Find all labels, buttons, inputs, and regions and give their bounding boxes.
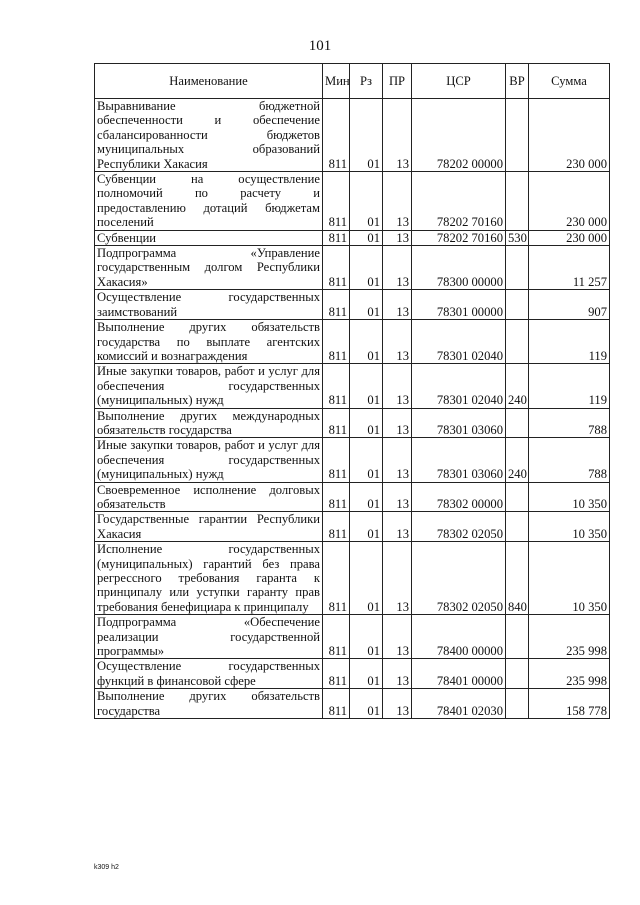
- cell-vr: [506, 290, 529, 320]
- cell-pr: 13: [383, 542, 412, 615]
- cell-vr: 530: [506, 230, 529, 245]
- cell-sum: 10 350: [529, 512, 610, 542]
- header-csr: ЦСР: [412, 64, 506, 99]
- cell-min: 811: [323, 659, 350, 689]
- cell-sum: 11 257: [529, 246, 610, 290]
- cell-rz: 01: [350, 364, 383, 408]
- cell-csr: 78301 02040: [412, 364, 506, 408]
- table-row: [95, 438, 610, 482]
- cell-sum: 230 000: [529, 230, 610, 245]
- cell-pr: 13: [383, 364, 412, 408]
- table-row: [95, 689, 610, 719]
- cell-name: Подпрограмма «Обеспечение реализации государственной программы»: [95, 615, 323, 659]
- cell-pr: 13: [383, 246, 412, 290]
- table-row: [95, 320, 610, 364]
- table-row: [95, 230, 610, 245]
- cell-vr: 240: [506, 438, 529, 482]
- cell-vr: [506, 659, 529, 689]
- table-row: [95, 659, 610, 689]
- header-sum: Сумма: [529, 64, 610, 99]
- cell-min: 811: [323, 290, 350, 320]
- cell-pr: 13: [383, 408, 412, 438]
- cell-vr: [506, 615, 529, 659]
- cell-name: Иные закупки товаров, работ и услуг для обеспечения государственных (муниципальных) нужд: [95, 438, 323, 482]
- cell-name: Выполнение других обязательств государства по выплате агентских комиссий и вознаграждения: [95, 320, 323, 364]
- cell-vr: [506, 99, 529, 172]
- cell-rz: 01: [350, 512, 383, 542]
- cell-name: Субвенции: [95, 230, 323, 245]
- table-row: [95, 364, 610, 408]
- cell-sum: 788: [529, 408, 610, 438]
- cell-name: Выравнивание бюджетной обеспеченности и обеспечение сбалансированности бюджетов муниципальных образований Республики Хакасия: [95, 99, 323, 172]
- cell-rz: 01: [350, 172, 383, 231]
- cell-min: 811: [323, 482, 350, 512]
- header-min: Мин: [323, 64, 350, 99]
- cell-pr: 13: [383, 438, 412, 482]
- cell-vr: [506, 246, 529, 290]
- cell-name: Иные закупки товаров, работ и услуг для обеспечения государственных (муниципальных) нужд: [95, 364, 323, 408]
- cell-csr: 78202 70160: [412, 172, 506, 231]
- cell-sum: 119: [529, 320, 610, 364]
- cell-rz: 01: [350, 438, 383, 482]
- footer-code: k309 h2: [94, 864, 119, 871]
- table-header: [95, 64, 610, 99]
- cell-sum: 119: [529, 364, 610, 408]
- cell-min: 811: [323, 320, 350, 364]
- cell-sum: 10 350: [529, 542, 610, 615]
- cell-name: Выполнение других международных обязательств государства: [95, 408, 323, 438]
- cell-sum: 788: [529, 438, 610, 482]
- cell-pr: 13: [383, 99, 412, 172]
- header-rz: Рз: [350, 64, 383, 99]
- cell-rz: 01: [350, 482, 383, 512]
- cell-min: 811: [323, 230, 350, 245]
- cell-min: 811: [323, 364, 350, 408]
- cell-sum: 230 000: [529, 172, 610, 231]
- cell-sum: 10 350: [529, 482, 610, 512]
- cell-name: Осуществление государственных функций в финансовой сфере: [95, 659, 323, 689]
- cell-csr: 78300 00000: [412, 246, 506, 290]
- cell-min: 811: [323, 408, 350, 438]
- cell-rz: 01: [350, 615, 383, 659]
- cell-sum: 235 998: [529, 615, 610, 659]
- cell-csr: 78301 00000: [412, 290, 506, 320]
- cell-name: Осуществление государственных заимствований: [95, 290, 323, 320]
- cell-name: Подпрограмма «Управление государственным долгом Республики Хакасия»: [95, 246, 323, 290]
- cell-rz: 01: [350, 689, 383, 719]
- cell-vr: [506, 408, 529, 438]
- table-row: [95, 482, 610, 512]
- table-row: [95, 246, 610, 290]
- cell-rz: 01: [350, 99, 383, 172]
- cell-name: Государственные гарантии Республики Хакасия: [95, 512, 323, 542]
- header-name: Наименование: [95, 64, 323, 99]
- cell-vr: [506, 689, 529, 719]
- cell-csr: 78302 02050: [412, 512, 506, 542]
- table-row: [95, 99, 610, 172]
- cell-min: 811: [323, 246, 350, 290]
- cell-pr: 13: [383, 482, 412, 512]
- cell-pr: 13: [383, 290, 412, 320]
- cell-rz: 01: [350, 290, 383, 320]
- cell-csr: 78301 03060: [412, 438, 506, 482]
- page-number: 101: [308, 38, 332, 54]
- cell-min: 811: [323, 689, 350, 719]
- cell-csr: 78302 00000: [412, 482, 506, 512]
- cell-name: Своевременное исполнение долговых обязательств: [95, 482, 323, 512]
- cell-name: Субвенции на осуществление полномочий по расчету и предоставлению дотаций бюджетам поселений: [95, 172, 323, 231]
- cell-csr: 78302 02050: [412, 542, 506, 615]
- cell-rz: 01: [350, 230, 383, 245]
- cell-vr: [506, 172, 529, 231]
- cell-pr: 13: [383, 615, 412, 659]
- cell-vr: [506, 482, 529, 512]
- budget-table: [94, 63, 610, 719]
- cell-rz: 01: [350, 246, 383, 290]
- cell-min: 811: [323, 512, 350, 542]
- cell-rz: 01: [350, 408, 383, 438]
- cell-min: 811: [323, 438, 350, 482]
- table-row: [95, 408, 610, 438]
- cell-vr: 240: [506, 364, 529, 408]
- table-row: [95, 512, 610, 542]
- cell-csr: 78400 00000: [412, 615, 506, 659]
- table-row: [95, 290, 610, 320]
- cell-sum: 230 000: [529, 99, 610, 172]
- cell-pr: 13: [383, 320, 412, 364]
- cell-sum: 158 778: [529, 689, 610, 719]
- cell-csr: 78202 00000: [412, 99, 506, 172]
- cell-csr: 78401 02030: [412, 689, 506, 719]
- cell-vr: [506, 512, 529, 542]
- cell-rz: 01: [350, 320, 383, 364]
- cell-name: Выполнение других обязательств государства: [95, 689, 323, 719]
- cell-csr: 78202 70160: [412, 230, 506, 245]
- cell-min: 811: [323, 172, 350, 231]
- header-pr: ПР: [383, 64, 412, 99]
- cell-min: 811: [323, 542, 350, 615]
- cell-vr: 840: [506, 542, 529, 615]
- cell-rz: 01: [350, 542, 383, 615]
- cell-sum: 235 998: [529, 659, 610, 689]
- cell-vr: [506, 320, 529, 364]
- cell-pr: 13: [383, 230, 412, 245]
- cell-csr: 78301 02040: [412, 320, 506, 364]
- cell-pr: 13: [383, 512, 412, 542]
- cell-csr: 78401 00000: [412, 659, 506, 689]
- cell-csr: 78301 03060: [412, 408, 506, 438]
- cell-rz: 01: [350, 659, 383, 689]
- cell-min: 811: [323, 615, 350, 659]
- table-row: [95, 615, 610, 659]
- cell-pr: 13: [383, 689, 412, 719]
- header-vr: ВР: [506, 64, 529, 99]
- cell-min: 811: [323, 99, 350, 172]
- cell-sum: 907: [529, 290, 610, 320]
- cell-pr: 13: [383, 172, 412, 231]
- table-row: [95, 172, 610, 231]
- cell-pr: 13: [383, 659, 412, 689]
- cell-name: Исполнение государственных (муниципальных) гарантий без права регрессного требования гаранта к принципалу или уступки гаранту прав требования бенефициара к принципалу: [95, 542, 323, 615]
- header-row: [95, 64, 610, 99]
- table-body: [95, 99, 610, 719]
- table-row: [95, 542, 610, 615]
